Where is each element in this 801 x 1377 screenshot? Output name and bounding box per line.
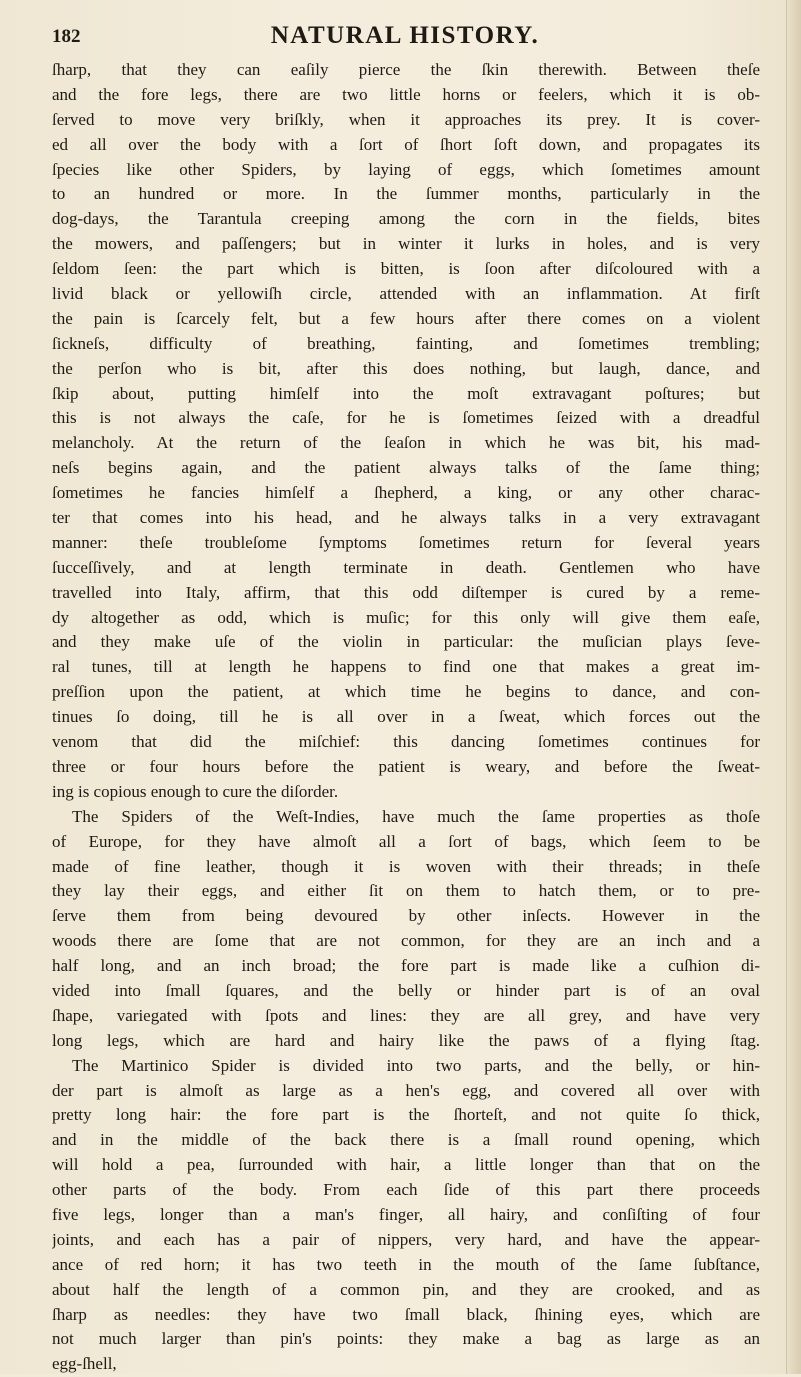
text-line: and the fore legs, there are two little horns or feelers, which it is ob- xyxy=(52,84,760,104)
text-line: the perſon who is bit, after this does nothing, but laugh, dance, and xyxy=(52,358,760,378)
text-line: pretty long hair: the fore part is the ſhorteſt, and not quite ſo thick, xyxy=(52,1105,760,1125)
running-title: NATURAL HISTORY. xyxy=(270,22,540,49)
text-line: and in the middle of the back there is a ſmall round opening, which xyxy=(52,1130,760,1150)
text-line: ing is copious enough to cure the diſorder. xyxy=(52,781,339,801)
text-line: ſometimes he fancies himſelf a ſhepherd, a king, or any other charac- xyxy=(52,483,760,503)
text-line: to an hundred or more. In the ſummer months, particularly in the xyxy=(52,184,760,204)
text-line: vided into ſmall ſquares, and the belly or hinder part is of an oval xyxy=(52,980,760,1000)
text-line: The Martinico Spider is divided into two parts, and the belly, or hin- xyxy=(72,1055,760,1075)
text-line: ſickneſs, difficulty of breathing, fainting, and ſometimes trembling; xyxy=(52,333,760,353)
text-line: manner: theſe troubleſome ſymptoms ſometimes return for ſeveral years xyxy=(52,532,760,552)
text-line: ral tunes, till at length he happens to find one that makes a great im- xyxy=(52,657,760,677)
text-line: the mowers, and paſſengers; but in winter it lurks in holes, and is very xyxy=(52,234,760,254)
page-header xyxy=(52,20,758,52)
text-line: ſhape, variegated with ſpots and lines: they are all grey, and have very xyxy=(52,1005,760,1025)
text-line: ſkip about, putting himſelf into the moſt extravagant poſtures; but xyxy=(52,383,760,403)
text-line: half long, and an inch broad; the fore part is made like a cuſhion di- xyxy=(52,956,760,976)
text-line: dog-days, the Tarantula creeping among the corn in the fields, bites xyxy=(52,209,760,229)
text-line: melancholy. At the return of the ſeaſon in which he was bit, his mad- xyxy=(52,433,760,453)
text-line: and they make uſe of the violin in particular: the muſician plays ſeve- xyxy=(52,632,760,652)
text-line: der part is almoſt as large as a hen's egg, and covered all over with xyxy=(52,1080,760,1100)
page-edge xyxy=(786,0,801,1374)
text-line: egg-ſhell, xyxy=(52,1354,117,1374)
page-number: 182 xyxy=(52,26,81,47)
text-line: ſpecies like other Spiders, by laying of eggs, which ſometimes amount xyxy=(52,159,760,179)
text-line: ſerve them from being devoured by other inſects. However in the xyxy=(52,906,760,926)
text-line: woods there are ſome that are not common, for they are an inch and a xyxy=(52,931,760,951)
text-line: The Spiders of the Weſt-Indies, have much the ſame properties as thoſe xyxy=(72,806,760,826)
text-line: ſeldom ſeen: the part which is bitten, is ſoon after diſcoloured with a xyxy=(52,259,760,279)
text-line: ſerved to move very briſkly, when it approaches its prey. It is cover- xyxy=(52,109,760,129)
text-line: venom that did the miſchief: this dancing ſometimes continues for xyxy=(52,732,760,752)
text-line: long legs, which are hard and hairy like the paws of a flying ſtag. xyxy=(52,1030,760,1050)
text-line: tinues ſo doing, till he is all over in a ſweat, which forces out the xyxy=(52,707,760,727)
text-line: joints, and each has a pair of nippers, very hard, and have the appear- xyxy=(52,1229,760,1249)
text-line: of Europe, for they have almoſt all a ſort of bags, which ſeem to be xyxy=(52,831,760,851)
text-line: other parts of the body. From each ſide of this part there proceeds xyxy=(52,1180,760,1200)
text-line: ſharp, that they can eaſily pierce the ſkin therewith. Between theſe xyxy=(52,60,760,79)
text-line: dy altogether as odd, which is muſic; for this only will give them eaſe, xyxy=(52,607,760,627)
text-line: neſs begins again, and the patient always talks of the ſame thing; xyxy=(52,458,760,478)
body-text xyxy=(52,58,760,1377)
text-line: preſſion upon the patient, at which time he begins to dance, and con- xyxy=(52,682,760,702)
text-line: travelled into Italy, affirm, that this odd diſtemper is cured by a reme- xyxy=(52,582,760,602)
text-line: ter that comes into his head, and he always talks in a very extravagant xyxy=(52,508,760,528)
text-line: ſucceſſively, and at length terminate in death. Gentlemen who have xyxy=(52,557,760,577)
text-line: will hold a pea, ſurrounded with hair, a little longer than that on the xyxy=(52,1155,760,1175)
text-line: made of fine leather, though it is woven with their threads; in theſe xyxy=(52,856,760,876)
text-line: three or four hours before the patient is weary, and before the ſweat- xyxy=(52,756,760,776)
text-line: livid black or yellowiſh circle, attended with an inflammation. At firſt xyxy=(52,284,760,304)
text-line: not much larger than pin's points: they make a bag as large as an xyxy=(52,1329,760,1349)
text-line: the pain is ſcarcely felt, but a few hours after there comes on a violent xyxy=(52,308,760,328)
text-line: ance of red horn; it has two teeth in the mouth of the ſame ſubſtance, xyxy=(52,1254,760,1274)
text-line: about half the length of a common pin, and they are crooked, and as xyxy=(52,1279,760,1299)
text-line: five legs, longer than a man's finger, all hairy, and conſiſting of four xyxy=(52,1204,760,1224)
text-line: ſharp as needles: they have two ſmall black, ſhining eyes, which are xyxy=(52,1304,760,1324)
text-line: ed all over the body with a ſort of ſhort ſoft down, and propagates its xyxy=(52,134,760,154)
text-line: this is not always the caſe, for he is ſometimes ſeized with a dreadful xyxy=(52,408,760,428)
text-line: they lay their eggs, and either ſit on them to hatch them, or to pre- xyxy=(52,881,760,901)
